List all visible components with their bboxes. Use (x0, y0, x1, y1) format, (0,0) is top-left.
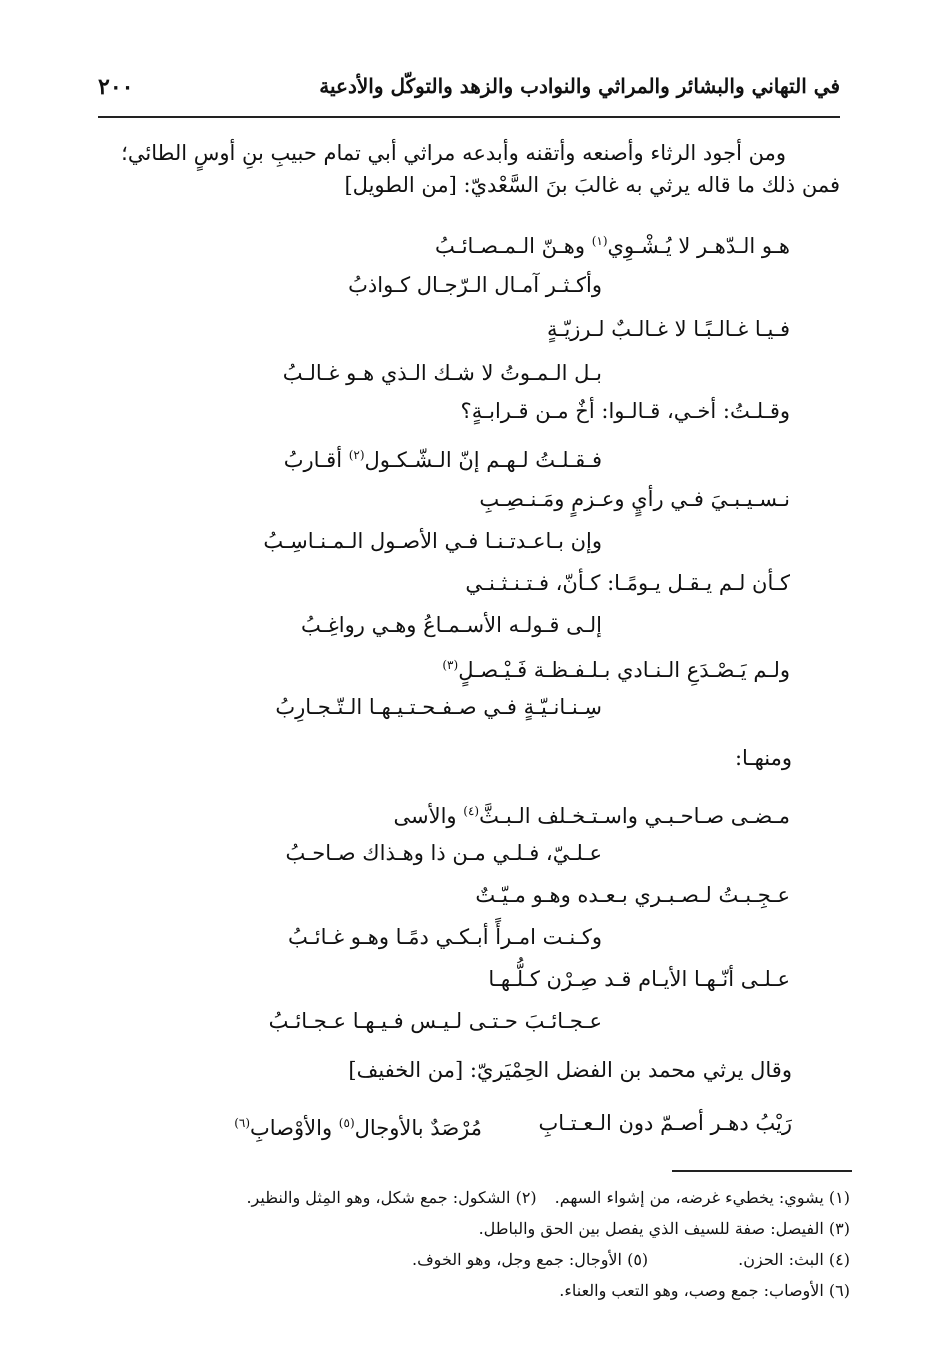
poem1-line-3: فـيـا غـالـبًـا لا غـالـبٌ لـرزيّـةٍ (547, 317, 790, 341)
poem1-line-4: بـل الـمـوتُ لا شـك الـذي هـو غـالـبُ (282, 361, 602, 385)
footnote-5: (٥) الأوجال: جمع وجل، وهو الخوف. (412, 1250, 649, 1269)
poem2-line-2: عـلـيّ، فـلـي مـن ذا وهـذاك صـاحـبُ (285, 841, 602, 865)
poem1-line-7: نـسـيـبـيَ فـي رأيٍ وعـزمٍ ومَـنـصِـبِ (479, 487, 790, 511)
footnote-6: (٦) الأوصاب: جمع وصب، وهو التعب والعناء. (559, 1281, 850, 1300)
minha-label: ومنهـا: (734, 746, 792, 770)
poem1-line-2: وأكـثـر آمـال الـرّجـال كـواذبُ (348, 273, 602, 297)
poem1-line-5: وقـلـتُ: أخـي، قـالـوا: أخٌ مـن قـرابـةٍ؟ (460, 399, 790, 423)
poem2-line-1: مـضـى صـاحـبـي واسـتـخـلف الـبـثَّ$^{(٤)}$ والأسى (393, 804, 790, 828)
poem1-line-10: إلـى قـولـه الأسـمـاعُ وهـي رواغِـبُ (301, 613, 602, 637)
poem2-line-4: وكـنـت امـرأً أبـكـي دمًـا وهـو غـائـبُ (287, 925, 602, 949)
poem1-line-12: سِـنـانـيّـةٍ فـي صـفـحـتـيـهـا الـتّـجـارِبُ (275, 695, 602, 719)
footnote-rule (672, 1170, 852, 1172)
footnote-4: (٤) البث: الحزن. (738, 1250, 850, 1269)
footnote-1: (١) يشوي: يخطيء غرضه، من إشواء السهم. (554, 1188, 850, 1207)
second-intro: وقال يرثي محمد بن الفضل الحِمْيَريّ: [من الخفيف] (348, 1058, 792, 1082)
last-verse-left-hemistich: مُرْصَدٌ بالأوجال$^{(٥)}$ والأوْصابِ$^{(٦)}$ (234, 1116, 482, 1140)
poem2-line-6: عـجـائـبَ حـتـى لـيـس فـيـهـا عـجـائـبُ (268, 1009, 602, 1033)
poem1-line-8: وإن بـاعـدتـنـا فـي الأصـول الـمـنـاسِـبُ (263, 529, 602, 553)
poem1-line-9: كـأن لـم يـقـل يـومًـا: كـأنّ، فـتـنـثـنـي (465, 571, 790, 595)
intro-line-1: ومن أجود الرثاء وأصنعه وأتقنه وأبدعه مراثي أبي تمام حبيبِ بنِ أوسٍ الطائي؛ (121, 141, 786, 165)
footnote-2: (٢) الشكول: جمع شكل، وهو المِثل والنظير. (246, 1188, 537, 1207)
footnote-row-3 (90, 1244, 850, 1275)
page-number: ٢٠٠ (98, 74, 134, 100)
page-header (98, 70, 840, 110)
poem1-line-11: ولـم يَـصْـدَعِ الـنـادي بـلـفـظـة فَـيْـصـلٍ$^{(٣)}$ (442, 658, 790, 682)
poem1-line-6: فـقـلـتُ لـهـم إنّ الـشّـكـول$^{(٢)}$ أقـاربُ (283, 448, 602, 472)
poem2-line-5: عـلـى أنّـهـا الأيـام قـد صِـرْن كـلُّـهـا (488, 967, 790, 991)
intro-paragraph (100, 138, 840, 200)
footnote-3: (٣) الفيصل: صفة للسيف الذي يفصل بين الحق والباطل. (478, 1219, 850, 1238)
header-rule (98, 116, 840, 118)
footnote-row-1 (90, 1182, 850, 1213)
running-title: في التهاني والبشائر والمراثي والنوادب والزهد والتوكّل والأدعية (319, 74, 840, 98)
last-verse-right-hemistich: رَيْبُ دهـر أصـمّ دون الـعـتـابِ (538, 1111, 792, 1135)
poem2-line-3: عـجِـبـتُ لـصـبـري بـعـده وهـو مـيّـتٌ (475, 883, 790, 907)
footnote-row-4 (90, 1275, 850, 1306)
intro-line-2: فمن ذلك ما قاله يرثي به غالبَ بنَ السَّعْديّ: [من الطويل] (344, 173, 840, 197)
footnotes (90, 1182, 850, 1306)
poem1-line-1: هـو الـدّهـر لا يُـشْـوِي$^{(١)}$ وهـنّ الـمـصـائـبُ (434, 234, 790, 258)
footnote-row-2 (90, 1213, 850, 1244)
